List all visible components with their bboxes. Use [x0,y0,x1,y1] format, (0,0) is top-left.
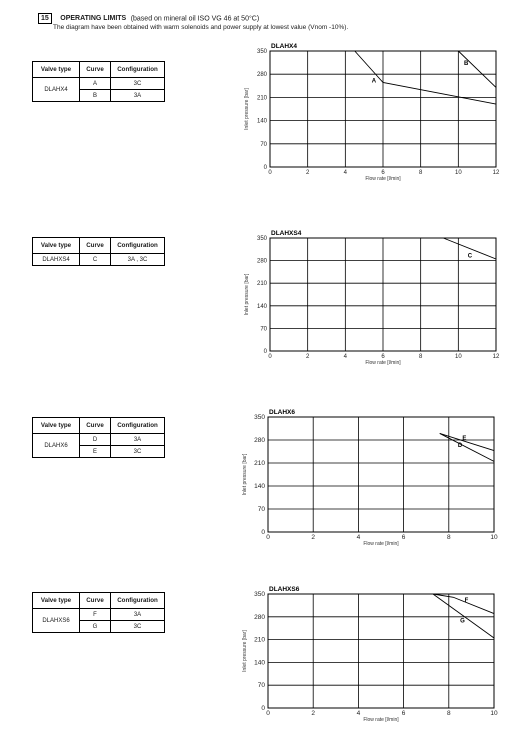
curve-cell: F [80,609,111,621]
y-axis-label: Inlet pressure [bar] [244,273,250,316]
curve-cell: G [80,621,111,633]
curve-cell: C [80,254,111,266]
header-curve: Curve [80,238,111,254]
chart-title: DLAHX4 [271,43,298,50]
x-tick-label: 8 [446,710,451,717]
header-configuration: Configuration [111,62,165,78]
x-tick-label: 4 [343,170,348,176]
y-tick-label: 0 [261,529,265,536]
y-axis-label: Inlet pressure [bar] [242,453,248,496]
series-line-g [433,594,494,638]
y-tick-label: 70 [257,506,265,513]
config-cell: 3A [111,609,165,621]
x-tick-label: 0 [266,534,270,541]
x-tick-label: 10 [490,534,498,541]
x-tick-label: 0 [268,170,272,176]
y-tick-label: 350 [256,49,267,55]
y-tick-label: 350 [256,236,267,242]
section-note: The diagram have been obtained with warm solenoids and power supply at lowest value (Vnom -10%). [53,24,349,31]
y-tick-label: 280 [254,613,265,621]
series-label-b: B [463,60,469,67]
x-axis-label: Flow rate [l/min] [363,717,399,723]
valve-type-cell: DLAHXS4 [33,254,80,266]
series-label-g: G [460,618,465,625]
y-tick-label: 140 [254,659,265,667]
series-label-f: F [464,598,469,605]
y-tick-label: 280 [256,258,267,265]
series-label-a: A [371,78,377,85]
header-curve: Curve [80,418,111,434]
y-tick-label: 280 [256,72,267,79]
header-valve-type: Valve type [33,418,80,434]
x-tick-label: 4 [343,354,348,360]
section-title: OPERATING LIMITS [60,15,127,23]
x-tick-label: 2 [305,354,310,360]
y-tick-label: 140 [254,483,265,490]
series-line-f [433,594,494,614]
valve-type-cell: DLAHX4 [33,78,80,102]
y-tick-label: 350 [254,414,265,421]
x-tick-label: 6 [401,710,406,717]
y-tick-label: 140 [256,303,267,310]
x-tick-label: 10 [454,170,462,176]
y-tick-label: 140 [256,118,267,125]
x-tick-label: 2 [311,710,316,717]
config-cell: 3A , 3C [111,254,165,266]
y-tick-label: 210 [256,281,267,288]
x-tick-label: 8 [418,170,423,176]
y-tick-label: 210 [254,636,265,644]
series-label-c: C [467,253,473,260]
header-configuration: Configuration [111,418,165,434]
chart-title: DLAHXS6 [269,586,300,593]
valve-type-cell: DLAHX6 [33,434,80,458]
x-axis-label: Flow rate [l/min] [365,360,401,366]
chart-title: DLAHXS4 [271,230,302,237]
y-tick-label: 210 [256,95,267,102]
x-tick-label: 10 [454,354,462,360]
y-tick-label: 70 [260,326,267,333]
x-tick-label: 10 [490,710,498,717]
config-cell: 3A [111,434,165,446]
x-tick-label: 12 [492,354,500,360]
x-tick-label: 6 [381,170,385,176]
y-tick-label: 0 [263,349,267,355]
series-label-d: D [457,443,463,450]
header-configuration: Configuration [111,593,165,609]
header-configuration: Configuration [111,238,165,254]
y-tick-label: 350 [254,591,265,598]
y-tick-label: 0 [261,705,265,712]
x-tick-label: 12 [492,170,500,176]
y-axis-label: Inlet pressure [bar] [242,630,248,672]
header-curve: Curve [80,62,111,78]
x-tick-label: 0 [268,354,272,360]
config-cell: 3C [111,621,165,633]
y-tick-label: 70 [257,682,265,690]
y-tick-label: 210 [254,460,265,467]
x-tick-label: 4 [356,534,361,541]
x-tick-label: 8 [418,354,423,360]
curve-cell: E [80,446,111,458]
config-cell: 3C [111,78,165,90]
section-number: 15 [38,13,52,24]
valve-type-cell: DLAHXS6 [33,609,80,633]
x-tick-label: 2 [311,534,316,541]
x-tick-label: 0 [266,710,270,717]
x-tick-label: 6 [401,534,406,541]
x-tick-label: 8 [446,534,451,541]
header-valve-type: Valve type [33,238,80,254]
x-tick-label: 6 [381,354,385,360]
curve-cell: A [80,78,111,90]
plot-frame [268,594,494,708]
curve-cell: B [80,90,111,102]
section-subtitle: (based on mineral oil ISO VG 46 at 50°C) [130,15,260,23]
x-axis-label: Flow rate [l/min] [363,541,399,547]
curve-cell: D [80,434,111,446]
y-tick-label: 280 [254,437,265,444]
series-label-e: E [462,436,467,442]
y-axis-label: Inlet pressure [bar] [244,88,250,130]
x-tick-label: 4 [356,710,361,717]
x-axis-label: Flow rate [l/min] [365,176,401,182]
y-tick-label: 70 [260,141,267,148]
x-tick-label: 2 [305,170,310,176]
chart-title: DLAHX6 [269,409,296,416]
header-valve-type: Valve type [33,593,80,609]
config-cell: 3A [111,90,165,102]
header-curve: Curve [80,593,111,609]
config-cell: 3C [111,446,165,458]
header-valve-type: Valve type [33,62,80,78]
y-tick-label: 0 [263,165,267,171]
